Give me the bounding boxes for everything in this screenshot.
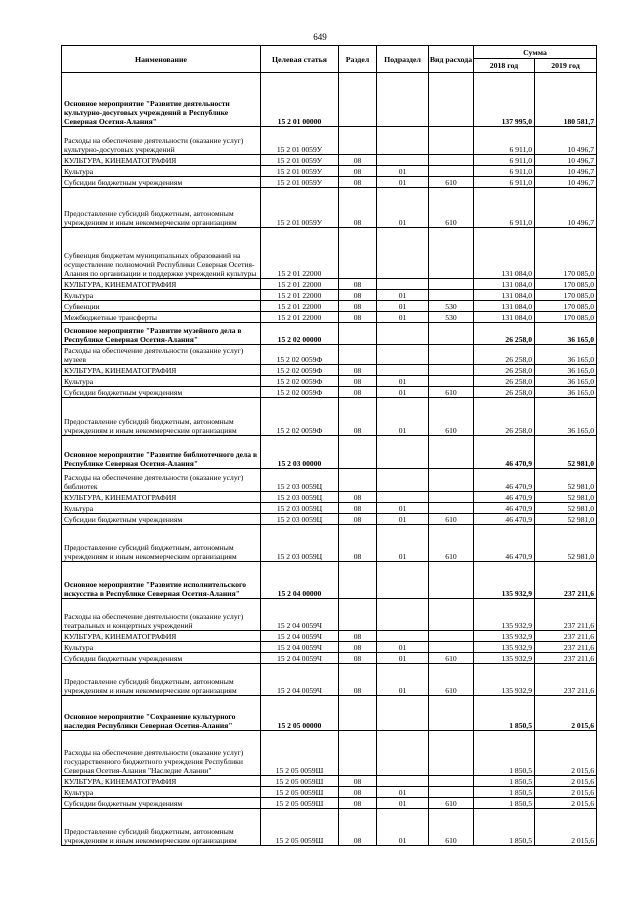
budget-table [61, 45, 597, 846]
row-subsection: 01 [377, 642, 429, 653]
row-expense-type: 610 [429, 514, 474, 525]
row-expense-type: 610 [429, 398, 474, 436]
table-row [62, 387, 597, 398]
row-2018: 6 911,0 [474, 177, 535, 188]
row-target: 15 2 05 0059Ш [261, 809, 339, 846]
row-2019: 52 981,0 [535, 492, 597, 503]
row-subsection [377, 436, 429, 469]
row-section: 08 [339, 642, 377, 653]
row-name: Основное мероприятие "Развитие исполнительского искусства в Республике Северная Осетия-Алания" [62, 562, 261, 599]
row-subsection: 01 [377, 798, 429, 809]
row-expense-type [429, 155, 474, 166]
row-2018: 1 850,5 [474, 776, 535, 787]
row-section: 08 [339, 312, 377, 323]
row-name: Предоставление субсидий бюджетным, автономным учреждениям и иным некоммерческим организациям [62, 664, 261, 696]
row-expense-type [429, 787, 474, 798]
row-target: 15 2 02 0059Ф [261, 398, 339, 436]
row-name: Основное мероприятие "Развитие библиотечного дела в Республике Северная Осетия-Алания" [62, 436, 261, 469]
row-subsection: 01 [377, 809, 429, 846]
header-section: Раздел [339, 46, 377, 73]
row-target: 15 2 01 0059У [261, 188, 339, 228]
row-2018: 1 850,5 [474, 809, 535, 846]
row-name: КУЛЬТУРА, КИНЕМАТОГРАФИЯ [62, 631, 261, 642]
row-name: Культура [62, 290, 261, 301]
page-number: 649 [313, 32, 327, 42]
table-row [62, 345, 597, 365]
row-2018: 46 470,9 [474, 525, 535, 562]
table-row [62, 787, 597, 798]
row-2018: 1 850,5 [474, 696, 535, 731]
row-2019: 180 581,7 [535, 73, 597, 127]
row-expense-type: 530 [429, 312, 474, 323]
header-subsection: Подраздел [377, 46, 429, 73]
row-2018: 6 911,0 [474, 155, 535, 166]
row-name: Предоставление субсидий бюджетным, автономным учреждениям и иным некоммерческим организациям [62, 809, 261, 846]
row-section: 08 [339, 188, 377, 228]
table-row [62, 290, 597, 301]
row-2018: 135 932,9 [474, 631, 535, 642]
row-name: Культура [62, 166, 261, 177]
row-2019: 10 496,7 [535, 127, 597, 155]
row-expense-type [429, 279, 474, 290]
table-row [62, 631, 597, 642]
row-subsection: 01 [377, 398, 429, 436]
row-name: Субсидии бюджетным учреждениям [62, 653, 261, 664]
row-expense-type: 610 [429, 798, 474, 809]
row-name: Основное мероприятие "Сохранение культурного наследия Республики Северная Осетия-Алания" [62, 696, 261, 731]
row-2019: 237 211,6 [535, 562, 597, 599]
row-name: Предоставление субсидий бюджетным, автономным учреждениям и иным некоммерческим организациям [62, 188, 261, 228]
table-row [62, 562, 597, 599]
row-target: 15 2 01 22000 [261, 290, 339, 301]
row-target: 15 2 01 22000 [261, 301, 339, 312]
table-row [62, 188, 597, 228]
table-row [62, 73, 597, 127]
row-subsection [377, 127, 429, 155]
row-expense-type: 610 [429, 387, 474, 398]
row-2019: 36 165,0 [535, 323, 597, 345]
row-section: 08 [339, 492, 377, 503]
row-2019: 170 085,0 [535, 290, 597, 301]
row-expense-type [429, 73, 474, 127]
row-2019: 2 015,6 [535, 787, 597, 798]
row-subsection: 01 [377, 653, 429, 664]
table-row [62, 323, 597, 345]
row-expense-type [429, 731, 474, 776]
row-name: Расходы на обеспечение деятельности (оказание услуг) культурно-досуговых учреждений [62, 127, 261, 155]
row-name: Культура [62, 376, 261, 387]
table-row [62, 228, 597, 279]
row-section: 08 [339, 177, 377, 188]
row-target: 15 2 03 0059Ц [261, 514, 339, 525]
row-section: 08 [339, 279, 377, 290]
row-expense-type [429, 376, 474, 387]
header-2018: 2018 год [474, 59, 535, 73]
row-2018: 131 084,0 [474, 279, 535, 290]
row-section [339, 731, 377, 776]
table-row [62, 301, 597, 312]
row-expense-type [429, 166, 474, 177]
row-2019: 2 015,6 [535, 731, 597, 776]
row-subsection [377, 345, 429, 365]
table-row [62, 664, 597, 696]
row-2018: 1 850,5 [474, 787, 535, 798]
row-subsection: 01 [377, 290, 429, 301]
row-name: КУЛЬТУРА, КИНЕМАТОГРАФИЯ [62, 365, 261, 376]
row-name: Субвенции [62, 301, 261, 312]
row-section: 08 [339, 653, 377, 664]
row-expense-type [429, 696, 474, 731]
row-expense-type [429, 436, 474, 469]
row-target: 15 2 01 0059У [261, 127, 339, 155]
row-section: 08 [339, 664, 377, 696]
row-expense-type [429, 127, 474, 155]
header-expense-type: Вид расхода [429, 46, 474, 73]
row-subsection: 01 [377, 188, 429, 228]
row-target: 15 2 02 0059Ф [261, 376, 339, 387]
row-target: 15 2 03 0059Ц [261, 503, 339, 514]
row-section: 08 [339, 301, 377, 312]
row-name: Субсидии бюджетным учреждениям [62, 177, 261, 188]
table-row [62, 599, 597, 631]
row-2019: 36 165,0 [535, 365, 597, 376]
row-2018: 135 932,9 [474, 653, 535, 664]
row-subsection [377, 562, 429, 599]
row-subsection: 01 [377, 312, 429, 323]
row-expense-type [429, 631, 474, 642]
row-2018: 6 911,0 [474, 166, 535, 177]
row-2019: 170 085,0 [535, 301, 597, 312]
row-target: 15 2 02 0059Ф [261, 345, 339, 365]
row-2019: 10 496,7 [535, 177, 597, 188]
row-2019: 170 085,0 [535, 279, 597, 290]
row-2019: 52 981,0 [535, 436, 597, 469]
row-section: 08 [339, 290, 377, 301]
row-2019: 237 211,6 [535, 664, 597, 696]
row-subsection: 01 [377, 514, 429, 525]
table-row [62, 177, 597, 188]
row-2018: 26 258,0 [474, 345, 535, 365]
row-name: Предоставление субсидий бюджетным, автономным учреждениям и иным некоммерческим организациям [62, 525, 261, 562]
row-target: 15 2 01 00000 [261, 73, 339, 127]
row-subsection: 01 [377, 166, 429, 177]
table-row [62, 492, 597, 503]
row-name: Культура [62, 503, 261, 514]
header-sum: Сумма [474, 46, 597, 59]
row-2018: 46 470,9 [474, 436, 535, 469]
table-row [62, 503, 597, 514]
table-row [62, 398, 597, 436]
row-2019: 2 015,6 [535, 809, 597, 846]
row-2019: 237 211,6 [535, 642, 597, 653]
row-expense-type [429, 776, 474, 787]
row-name: Основное мероприятие "Развитие музейного дела в Республике Северная Осетия-Алания" [62, 323, 261, 345]
table-row [62, 166, 597, 177]
row-name: Основное мероприятие "Развитие деятельности культурно-досуговых учреждений в Республике Северная Осетия-Алания" [62, 73, 261, 127]
table-row [62, 642, 597, 653]
row-name: Расходы на обеспечение деятельности (оказание услуг) государственного бюджетного учреждения Республики Северная Осетия-Алания "Наследие Алании" [62, 731, 261, 776]
row-target: 15 2 01 22000 [261, 312, 339, 323]
row-expense-type [429, 290, 474, 301]
row-expense-type: 610 [429, 188, 474, 228]
row-expense-type [429, 323, 474, 345]
row-name: Субсидии бюджетным учреждениям [62, 798, 261, 809]
row-expense-type [429, 228, 474, 279]
row-expense-type: 610 [429, 653, 474, 664]
row-target: 15 2 04 00000 [261, 562, 339, 599]
row-2018: 26 258,0 [474, 323, 535, 345]
row-target: 15 2 04 0059Ч [261, 664, 339, 696]
row-section [339, 73, 377, 127]
row-section: 08 [339, 514, 377, 525]
row-subsection [377, 731, 429, 776]
row-expense-type [429, 345, 474, 365]
row-2018: 46 470,9 [474, 492, 535, 503]
row-2018: 26 258,0 [474, 365, 535, 376]
row-section: 08 [339, 376, 377, 387]
row-section: 08 [339, 798, 377, 809]
row-2019: 36 165,0 [535, 387, 597, 398]
row-subsection [377, 776, 429, 787]
row-2018: 46 470,9 [474, 514, 535, 525]
row-name: Межбюджетные трансферты [62, 312, 261, 323]
row-subsection [377, 469, 429, 492]
row-2018: 135 932,9 [474, 664, 535, 696]
row-expense-type [429, 562, 474, 599]
row-section [339, 436, 377, 469]
header-target: Целевая статья [261, 46, 339, 73]
row-section [339, 323, 377, 345]
row-target: 15 2 03 00000 [261, 436, 339, 469]
row-subsection [377, 323, 429, 345]
table-row [62, 696, 597, 731]
row-name: КУЛЬТУРА, КИНЕМАТОГРАФИЯ [62, 155, 261, 166]
row-expense-type: 610 [429, 525, 474, 562]
row-2018: 1 850,5 [474, 731, 535, 776]
row-target: 15 2 05 0059Ш [261, 798, 339, 809]
row-expense-type: 610 [429, 809, 474, 846]
row-name: КУЛЬТУРА, КИНЕМАТОГРАФИЯ [62, 776, 261, 787]
table-row [62, 525, 597, 562]
row-section: 08 [339, 809, 377, 846]
row-expense-type [429, 642, 474, 653]
table-row [62, 312, 597, 323]
header-name: Наименование [62, 46, 261, 73]
row-2018: 135 932,9 [474, 642, 535, 653]
row-2018: 6 911,0 [474, 127, 535, 155]
row-2018: 26 258,0 [474, 387, 535, 398]
row-target: 15 2 01 0059У [261, 177, 339, 188]
row-section [339, 562, 377, 599]
row-target: 15 2 04 0059Ч [261, 642, 339, 653]
row-target: 15 2 01 0059У [261, 166, 339, 177]
row-expense-type [429, 599, 474, 631]
row-section: 08 [339, 776, 377, 787]
row-name: Расходы на обеспечение деятельности (оказание услуг) музеев [62, 345, 261, 365]
row-name: Культура [62, 787, 261, 798]
table-row [62, 365, 597, 376]
row-target: 15 2 02 0059Ф [261, 365, 339, 376]
table-row [62, 127, 597, 155]
row-2018: 135 932,9 [474, 599, 535, 631]
row-name: Субсидии бюджетным учреждениям [62, 387, 261, 398]
row-expense-type [429, 469, 474, 492]
row-subsection [377, 228, 429, 279]
row-section [339, 345, 377, 365]
row-2019: 52 981,0 [535, 469, 597, 492]
row-2019: 237 211,6 [535, 599, 597, 631]
row-name: КУЛЬТУРА, КИНЕМАТОГРАФИЯ [62, 279, 261, 290]
row-section: 08 [339, 155, 377, 166]
row-target: 15 2 05 0059Ш [261, 731, 339, 776]
table-row [62, 809, 597, 846]
row-subsection [377, 631, 429, 642]
row-target: 15 2 03 0059Ц [261, 492, 339, 503]
row-section [339, 469, 377, 492]
row-2019: 36 165,0 [535, 345, 597, 365]
row-2018: 26 258,0 [474, 398, 535, 436]
row-2019: 36 165,0 [535, 376, 597, 387]
row-subsection [377, 279, 429, 290]
row-section: 08 [339, 387, 377, 398]
row-2019: 52 981,0 [535, 514, 597, 525]
table-row [62, 436, 597, 469]
table-row [62, 653, 597, 664]
row-section [339, 599, 377, 631]
row-subsection: 01 [377, 787, 429, 798]
row-subsection: 01 [377, 387, 429, 398]
row-section: 08 [339, 398, 377, 436]
row-target: 15 2 01 22000 [261, 279, 339, 290]
row-expense-type: 610 [429, 664, 474, 696]
row-target: 15 2 01 22000 [261, 228, 339, 279]
row-subsection [377, 155, 429, 166]
row-2018: 1 850,5 [474, 798, 535, 809]
header-2019: 2019 год [535, 59, 597, 73]
row-section: 08 [339, 503, 377, 514]
row-2019: 170 085,0 [535, 312, 597, 323]
row-2019: 237 211,6 [535, 631, 597, 642]
row-subsection: 01 [377, 525, 429, 562]
row-2018: 6 911,0 [474, 188, 535, 228]
row-subsection [377, 696, 429, 731]
row-target: 15 2 05 00000 [261, 696, 339, 731]
row-2018: 46 470,9 [474, 503, 535, 514]
row-2018: 131 084,0 [474, 228, 535, 279]
row-name: КУЛЬТУРА, КИНЕМАТОГРАФИЯ [62, 492, 261, 503]
row-section: 08 [339, 631, 377, 642]
row-target: 15 2 01 0059У [261, 155, 339, 166]
row-2019: 10 496,7 [535, 188, 597, 228]
row-section [339, 127, 377, 155]
row-subsection [377, 73, 429, 127]
table-row [62, 514, 597, 525]
row-2019: 2 015,6 [535, 798, 597, 809]
row-2019: 170 085,0 [535, 228, 597, 279]
row-target: 15 2 04 0059Ч [261, 599, 339, 631]
row-target: 15 2 03 0059Ц [261, 525, 339, 562]
row-target: 15 2 03 0059Ц [261, 469, 339, 492]
row-expense-type: 610 [429, 177, 474, 188]
row-2019: 2 015,6 [535, 696, 597, 731]
row-name: Расходы на обеспечение деятельности (оказание услуг) библиотек [62, 469, 261, 492]
row-section [339, 696, 377, 731]
row-section: 08 [339, 365, 377, 376]
row-subsection: 01 [377, 376, 429, 387]
row-2019: 237 211,6 [535, 653, 597, 664]
row-section: 08 [339, 787, 377, 798]
row-name: Культура [62, 642, 261, 653]
row-name: Субсидии бюджетным учреждениям [62, 514, 261, 525]
row-subsection: 01 [377, 664, 429, 696]
row-name: Расходы на обеспечение деятельности (оказание услуг) театральных и концертных учреждений [62, 599, 261, 631]
row-2018: 131 084,0 [474, 290, 535, 301]
row-subsection [377, 365, 429, 376]
row-expense-type [429, 492, 474, 503]
row-expense-type [429, 365, 474, 376]
row-target: 15 2 02 00000 [261, 323, 339, 345]
row-2018: 131 084,0 [474, 312, 535, 323]
row-target: 15 2 04 0059Ч [261, 631, 339, 642]
row-subsection: 01 [377, 177, 429, 188]
row-2019: 10 496,7 [535, 166, 597, 177]
row-2018: 26 258,0 [474, 376, 535, 387]
table-row [62, 469, 597, 492]
row-subsection [377, 492, 429, 503]
row-2019: 52 981,0 [535, 525, 597, 562]
table-row [62, 155, 597, 166]
table-row [62, 798, 597, 809]
row-2018: 137 995,0 [474, 73, 535, 127]
row-2018: 135 932,9 [474, 562, 535, 599]
row-section: 08 [339, 525, 377, 562]
row-section: 08 [339, 166, 377, 177]
row-2019: 52 981,0 [535, 503, 597, 514]
row-name: Субвенция бюджетам муниципальных образований на осуществление полномочий Республики Северная Осетия-Алания по организации и поддержке учреждений культуры [62, 228, 261, 279]
row-2019: 36 165,0 [535, 398, 597, 436]
row-target: 15 2 04 0059Ч [261, 653, 339, 664]
row-section [339, 228, 377, 279]
row-name: Предоставление субсидий бюджетным, автономным учреждениям и иным некоммерческим организациям [62, 398, 261, 436]
table-row [62, 776, 597, 787]
table-row [62, 376, 597, 387]
row-target: 15 2 02 0059Ф [261, 387, 339, 398]
row-expense-type: 530 [429, 301, 474, 312]
row-subsection [377, 599, 429, 631]
row-2018: 131 084,0 [474, 301, 535, 312]
table-body [62, 73, 597, 846]
row-subsection: 01 [377, 301, 429, 312]
row-2018: 46 470,9 [474, 469, 535, 492]
table-row [62, 279, 597, 290]
row-target: 15 2 05 0059Ш [261, 776, 339, 787]
row-2019: 2 015,6 [535, 776, 597, 787]
row-target: 15 2 05 0059Ш [261, 787, 339, 798]
row-2019: 10 496,7 [535, 155, 597, 166]
table-row [62, 731, 597, 776]
row-expense-type [429, 503, 474, 514]
row-subsection: 01 [377, 503, 429, 514]
